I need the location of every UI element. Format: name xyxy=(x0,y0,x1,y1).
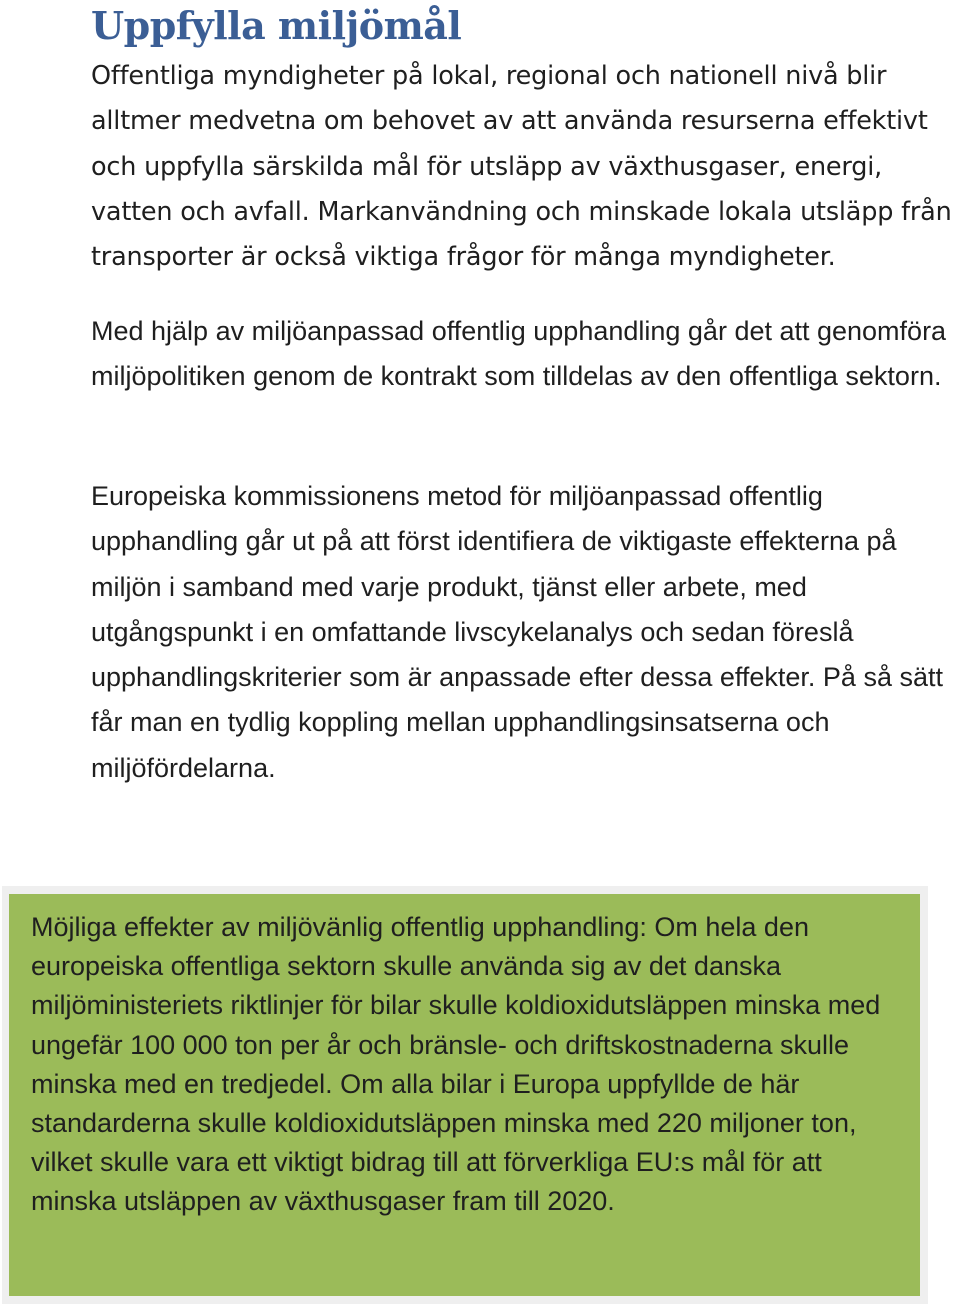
intro-paragraph: Offentliga myndigheter på lokal, regional och nationell nivå blir alltmer medvetna om behovet av att använda resurserna effektivt och uppfylla särskilda mål för utsläpp av växthusgaser, energi, vatten och avfall. Markanvändning och minskade lokala utsläpp från transporter är också viktiga frågor för många myndigheter. xyxy=(91,61,952,273)
second-paragraph: Med hjälp av miljöanpassad offentlig upphandling går det att genomföra miljöpolitiken genom de kontrakt som tilldelas av den offentliga sektorn. xyxy=(91,316,947,392)
third-paragraph: Europeiska kommissionens metod för miljöanpassad offentlig upphandling går ut på att först identifiera de viktigaste effekterna på miljön i samband med varje produkt, tjänst eller arbete, med utgångspunkt i en omfattande livscykelanalys och sedan föreslå upphandlingskriterier som är anpassade efter dessa effekter. På så sätt får man en tydlig koppling mellan upphandlingsinsatserna och miljöfördelarna. xyxy=(91,481,943,783)
page-title: Uppfylla miljömål xyxy=(91,3,462,48)
callout-text: Möjliga effekter av miljövänlig offentlig upphandling: Om hela den europeiska offentliga sektorn skulle använda sig av det danska miljöministeriets riktlinjer för bilar skulle koldioxidutsläppen minska med ungefär 100 000 ton per år och bränsle- och driftskostnaderna skulle minska med en tredjedel. Om alla bilar i Europa uppfyllde de här standarderna skulle koldioxidutsläppen minska med 220 miljoner ton, vilket skulle vara ett viktigt bidrag till att förverkliga EU:s mål för att minska utsläppen av växthusgaser fram till 2020. xyxy=(31,912,881,1217)
